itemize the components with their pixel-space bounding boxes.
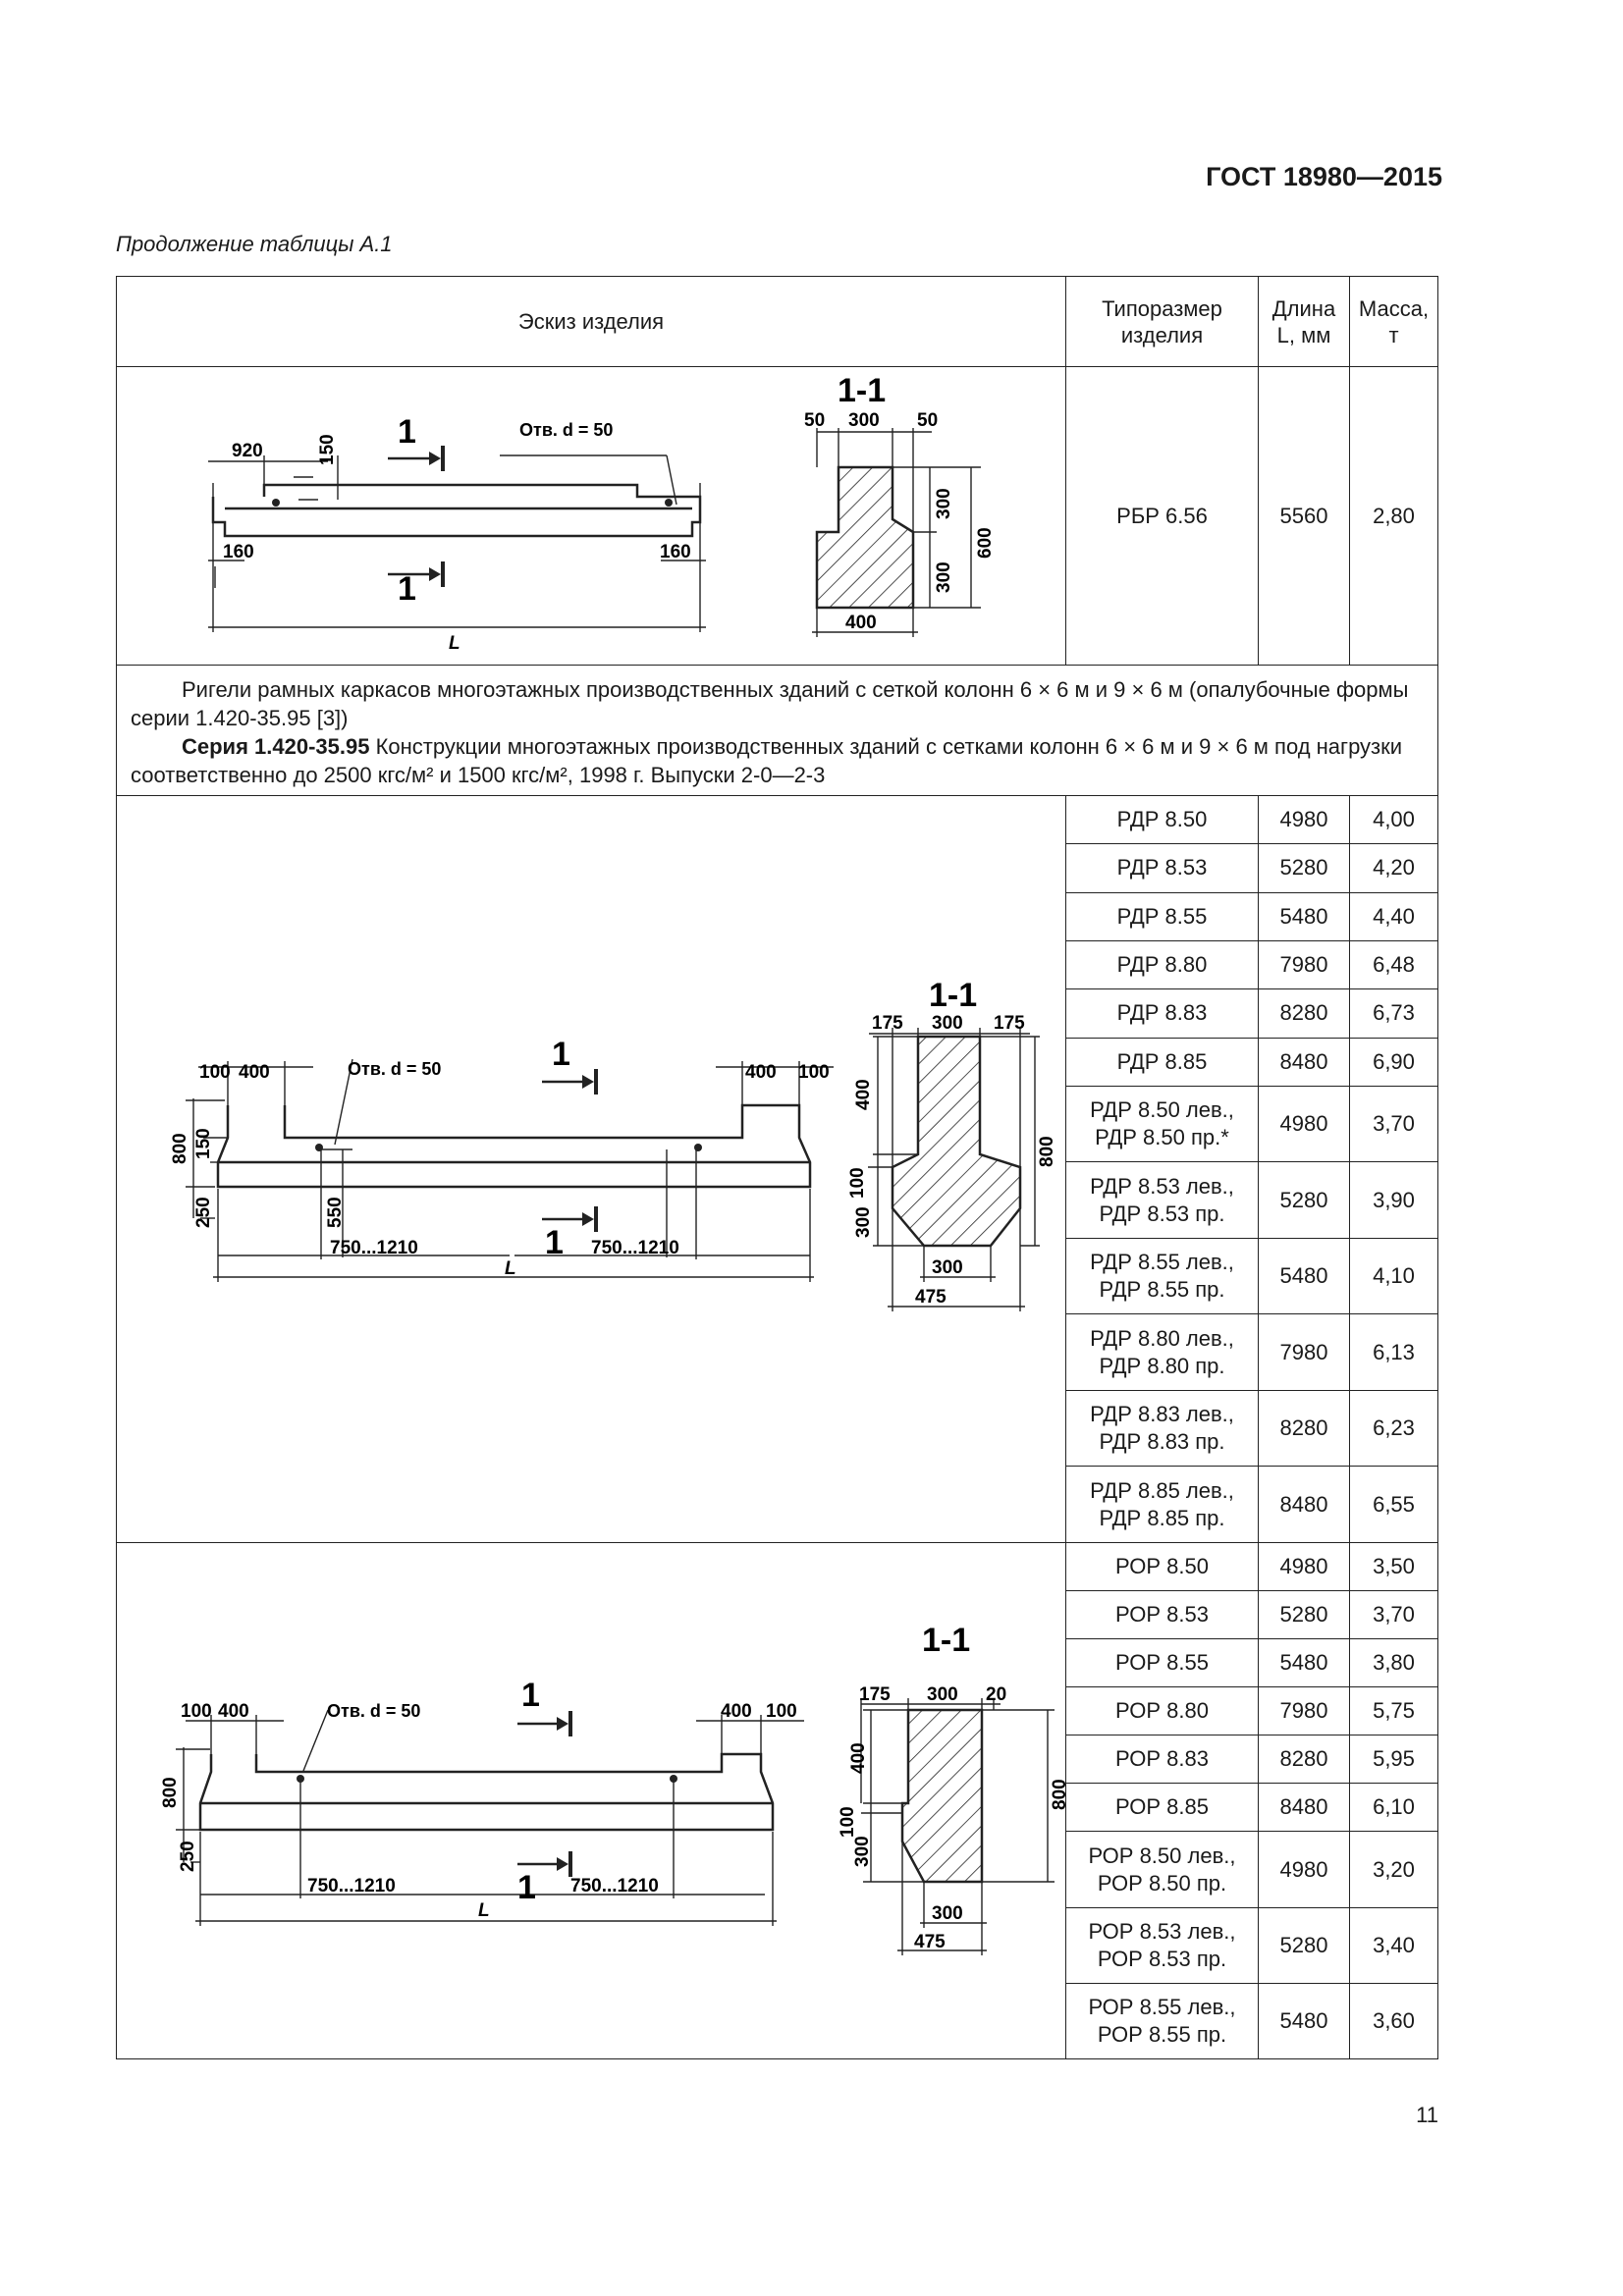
sec-dim-175-right: 175 [994,1013,1025,1034]
type-cell: РБР 6.56 [1066,367,1259,666]
length-cell: 5480 [1259,1238,1350,1314]
description-line-2 [131,732,1424,789]
hole-label: Отв. d = 50 [348,1059,442,1079]
dim-span-left: 750...1210 [330,1238,418,1258]
sec-dim-600: 600 [975,527,996,559]
mass-cell: 3,20 [1350,1832,1438,1907]
type-cell: РОР 8.83 [1066,1735,1259,1784]
type-cell [1066,1907,1259,1983]
section-title: 1-1 [929,977,978,1014]
dim-L: L [449,633,460,654]
table-caption: Продолжение таблицы А.1 [116,232,393,256]
length-cell: 5280 [1259,1591,1350,1639]
hole-label: Отв. d = 50 [327,1701,421,1721]
description-cell [117,666,1438,796]
length-cell: 5480 [1259,892,1350,940]
mass-cell: 3,60 [1350,1983,1438,2058]
type-cell: РОР 8.53 [1066,1591,1259,1639]
length-cell: 5560 [1259,367,1350,666]
sketch-rbr [117,367,1066,666]
mass-cell: 3,40 [1350,1907,1438,1983]
mass-cell: 5,75 [1350,1687,1438,1735]
type-line-2: РОР 8.53 пр. [1097,1946,1227,1971]
sec-dim-400: 400 [845,613,877,633]
col-header-length: Длина L, мм [1259,277,1350,367]
dim-400-right: 400 [745,1062,777,1083]
type-cell: РДР 8.80 [1066,940,1259,988]
sec-dim-20: 20 [986,1684,1007,1705]
products-table [116,276,1438,2059]
type-cell [1066,1467,1259,1543]
sec-dim-300-bottom: 300 [932,1257,963,1278]
length-cell: 5280 [1259,1162,1350,1239]
dim-L: L [478,1900,490,1921]
length-cell: 4980 [1259,1543,1350,1591]
dim-400-left: 400 [218,1701,249,1722]
mass-cell: 4,40 [1350,892,1438,940]
type-cell: РДР 8.83 [1066,989,1259,1038]
dim-800: 800 [160,1777,181,1808]
cut-label-bottom: 1 [398,570,416,608]
dim-250: 250 [193,1197,214,1228]
type-line-1: РДР 8.80 лев., [1090,1325,1234,1351]
sec-dim-175: 175 [859,1684,891,1705]
sec-dim-100: 100 [847,1167,868,1199]
mass-cell: 4,10 [1350,1238,1438,1314]
type-cell: РДР 8.55 [1066,892,1259,940]
table-row [117,796,1438,844]
series-text: Конструкции многоэтажных производственных зданий с сетками колонн 6 × 6 м и 9 × 6 м под нагрузки соответственно до 2500 кгс/м² и 1500 кгс/м², 1998 г. Выпуски 2-0—2-3 [131,734,1403,787]
length-cell: 8480 [1259,1038,1350,1086]
type-line-2: РОР 8.50 пр. [1097,1870,1227,1896]
table-row [117,367,1438,666]
length-cell: 7980 [1259,1314,1350,1391]
type-line-1: РОР 8.53 лев., [1088,1918,1236,1944]
sec-dim-300-top: 300 [927,1684,958,1705]
length-cell: 7980 [1259,1687,1350,1735]
mass-cell: 4,00 [1350,796,1438,844]
section-shape [893,1037,1020,1246]
mass-cell: 3,80 [1350,1639,1438,1687]
length-cell: 5280 [1259,844,1350,892]
type-line-2: РДР 8.83 пр. [1099,1429,1225,1455]
dim-span-right: 750...1210 [591,1238,679,1258]
sec-dim-300-top: 300 [932,1013,963,1034]
series-label: Серия 1.420-35.95 [182,734,370,759]
type-cell: РОР 8.50 [1066,1543,1259,1591]
sec-dim-300: 300 [848,410,880,431]
dim-920: 920 [232,441,263,461]
sketch-rdr [117,796,1066,1543]
col-header-mass: Масса, т [1350,277,1438,367]
dim-100-right: 100 [798,1062,830,1083]
dim-400-right: 400 [721,1701,752,1722]
mass-cell: 2,80 [1350,367,1438,666]
description-row [117,666,1438,796]
type-line-2: РДР 8.55 пр. [1099,1277,1225,1303]
dim-250: 250 [178,1841,198,1872]
dim-550: 550 [325,1197,346,1228]
dim-100-right: 100 [766,1701,797,1722]
dim-150: 150 [317,434,338,465]
sec-dim-800: 800 [1037,1136,1057,1167]
section-title: 1-1 [922,1622,971,1659]
length-cell: 4980 [1259,796,1350,844]
mass-cell: 3,70 [1350,1591,1438,1639]
sec-dim-400: 400 [853,1079,874,1110]
sec-dim-300-side: 300 [853,1206,874,1238]
type-cell: РОР 8.55 [1066,1639,1259,1687]
length-cell: 8280 [1259,1390,1350,1467]
type-line-2: РДР 8.53 пр. [1099,1201,1225,1226]
dim-160-left: 160 [223,542,254,562]
sec-dim-800: 800 [1050,1779,1070,1810]
sec-dim-300-lower: 300 [934,561,954,593]
type-line-1: РДР 8.55 лев., [1090,1250,1234,1275]
type-line-1: РОР 8.50 лев., [1088,1842,1236,1868]
type-cell [1066,1086,1259,1162]
beam-drawing-3 [117,1543,1070,2058]
type-line-2: РДР 8.80 пр. [1099,1353,1225,1378]
type-line-2: РОР 8.55 пр. [1097,2021,1227,2047]
length-cell: 8480 [1259,1784,1350,1832]
length-cell: 4980 [1259,1086,1350,1162]
sec-dim-50-right: 50 [917,410,939,431]
type-cell: РОР 8.85 [1066,1784,1259,1832]
mass-cell: 5,95 [1350,1735,1438,1784]
beam-drawing-1 [117,367,1066,665]
length-cell: 5480 [1259,1639,1350,1687]
mass-cell: 6,48 [1350,940,1438,988]
sec-dim-300-upper: 300 [934,488,954,519]
mass-cell: 6,10 [1350,1784,1438,1832]
col-header-type: Типоразмер изделия [1066,277,1259,367]
dim-100-left: 100 [181,1701,212,1722]
sec-dim-50-left: 50 [804,410,826,431]
dim-span-left: 750...1210 [307,1876,396,1896]
cut-label-top: 1 [552,1036,570,1073]
sec-dim-475: 475 [914,1932,946,1952]
length-cell: 5280 [1259,1907,1350,1983]
type-line-1: РОР 8.55 лев., [1088,1994,1236,2019]
dim-100-left: 100 [199,1062,231,1083]
dim-150: 150 [193,1128,214,1159]
type-cell [1066,1162,1259,1239]
type-cell: РОР 8.80 [1066,1687,1259,1735]
mass-cell: 6,23 [1350,1390,1438,1467]
col-header-sketch: Эскиз изделия [117,277,1066,367]
sec-dim-475: 475 [915,1287,947,1308]
cut-label-top: 1 [521,1677,540,1714]
length-cell: 5480 [1259,1983,1350,2058]
mass-cell: 6,55 [1350,1467,1438,1543]
type-cell [1066,1832,1259,1907]
dim-span-right: 750...1210 [570,1876,659,1896]
cut-label-bottom: 1 [545,1224,564,1261]
dim-160-right: 160 [660,542,691,562]
type-cell [1066,1390,1259,1467]
mass-cell: 6,13 [1350,1314,1438,1391]
mass-cell: 6,73 [1350,989,1438,1038]
type-line-2: РДР 8.50 пр.* [1095,1125,1229,1150]
cut-label-bottom: 1 [517,1869,536,1906]
length-cell: 8280 [1259,989,1350,1038]
type-cell [1066,1314,1259,1391]
table-row [117,1543,1438,1591]
page-number: 11 [1416,2103,1438,2127]
type-cell [1066,1238,1259,1314]
sec-dim-175-left: 175 [872,1013,903,1034]
type-line-1: РДР 8.53 лев., [1090,1173,1234,1199]
mass-cell: 4,20 [1350,844,1438,892]
type-line-2: РДР 8.85 пр. [1099,1505,1225,1530]
dim-400-left: 400 [239,1062,270,1083]
description-line-1: Ригели рамных каркасов многоэтажных производственных зданий с сеткой колонн 6 × 6 м и 9 × 6 м (опалубочные формы серии 1.420-35.95 [3]) [131,677,1409,730]
cut-label-top: 1 [398,413,416,451]
sec-dim-100: 100 [838,1806,858,1838]
document-id: ГОСТ 18980—2015 [1206,162,1442,191]
hole-label: Отв. d = 50 [519,420,614,440]
type-line-1: РДР 8.50 лев., [1090,1097,1234,1123]
type-cell: РДР 8.85 [1066,1038,1259,1086]
mass-cell: 3,90 [1350,1162,1438,1239]
mass-cell: 3,50 [1350,1543,1438,1591]
type-cell: РДР 8.53 [1066,844,1259,892]
dim-800: 800 [170,1133,190,1164]
length-cell: 8280 [1259,1735,1350,1784]
beam-drawing-2 [117,796,1066,1542]
length-cell: 4980 [1259,1832,1350,1907]
sketch-ror [117,1543,1070,2059]
table-header-row [117,277,1438,367]
length-cell: 8480 [1259,1467,1350,1543]
sec-dim-300-bottom: 300 [932,1903,963,1924]
type-cell: РДР 8.50 [1066,796,1259,844]
sec-dim-400: 400 [848,1742,869,1774]
mass-cell: 3,70 [1350,1086,1438,1162]
section-shape [902,1710,982,1882]
section-shape [817,467,913,608]
mass-cell: 6,90 [1350,1038,1438,1086]
dim-L: L [505,1258,516,1279]
section-title: 1-1 [838,372,887,409]
length-cell: 7980 [1259,940,1350,988]
type-line-1: РДР 8.83 лев., [1090,1402,1234,1427]
sec-dim-300-side: 300 [852,1836,873,1867]
type-line-1: РДР 8.85 лев., [1090,1477,1234,1503]
type-cell [1066,1983,1259,2058]
